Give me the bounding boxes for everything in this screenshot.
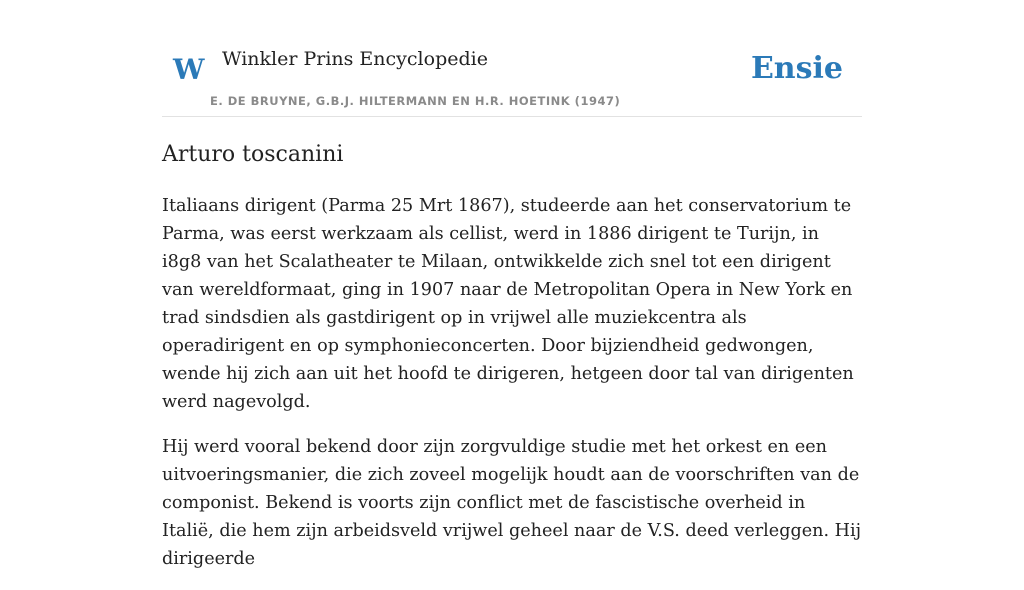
source-logo: W [173,53,205,86]
source-header [162,0,862,117]
source-title-link[interactable]: Winkler Prins Encyclopedie [222,48,488,70]
article-paragraph: Hij werd vooral bekend door zijn zorgvuldige studie met het orkest en een uitvoeringsmanier, die zich zoveel mogelijk houdt aan de voorschriften van de componist. Bekend is voorts zijn conflict met de fascistische overheid in Italië, die hem zijn arbeidsveld vrijwel geheel naar de V.S. deed verleggen. Hij dirigeerde [162,437,862,569]
ensie-logo-link[interactable]: Ensie [750,51,843,86]
article-paragraph: Italiaans dirigent (Parma 25 Mrt 1867), studeerde aan het conservatorium te Parma, was eerst werkzaam als cellist, werd in 1886 dirigent te Turijn, in i8g8 van het Scalatheater te Milaan, ontwikkelde zich snel tot een dirigent van wereldformaat, ging in 1907 naar de Metropolitan Opera in New York en trad sindsdien als gastdirigent op in vrijwel alle muziekcentra als operadirigent en op symphonieconcerten. Door bijziendheid gedwongen, wende hij zich aan uit het hoofd te dirigeren, hetgeen door tal van dirigenten werd nagevolgd. [162,196,854,412]
article-title: Arturo toscanini [162,142,344,167]
source-authors: E. DE BRUYNE, G.B.J. HILTERMANN EN H.R. HOETINK (1947) [210,94,621,108]
article-body [162,192,862,590]
